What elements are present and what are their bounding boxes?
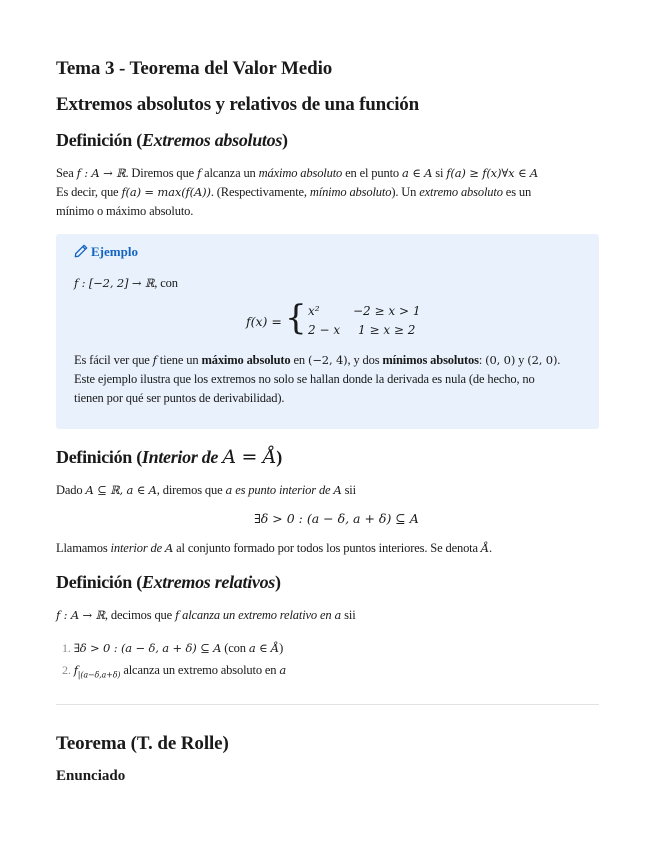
math-inline: A: [333, 483, 342, 497]
emphasis: interior de: [110, 541, 165, 555]
text: alcanza un: [201, 166, 259, 180]
paragraph-line: [56, 183, 531, 202]
example-line: [74, 351, 560, 370]
example-line: tienen por qué ser puntos de derivabilidad).: [74, 391, 285, 405]
emphasis: alcanza un extremo relativo en: [179, 608, 335, 622]
section-heading: Extremos absolutos y relativos de una función: [56, 94, 419, 115]
math-inline: f : A → ℝ: [76, 166, 126, 180]
left-brace: {: [285, 298, 307, 338]
text: :: [478, 353, 486, 367]
math-inline: f: [152, 353, 157, 367]
definition-heading-relative-extremes: Definición (Extremos relativos): [56, 572, 281, 592]
emphasis: mínimo absoluto: [309, 185, 392, 199]
math-inline: f: [73, 663, 78, 677]
list-item: [62, 639, 283, 658]
text: Es fácil ver que: [74, 353, 153, 367]
theorem-subheading: Enunciado: [56, 768, 126, 784]
text: tiene un: [156, 353, 202, 367]
text: ). Un: [391, 185, 420, 199]
text: , decimos que: [104, 608, 176, 622]
text: (con: [221, 641, 249, 655]
text: en el punto: [342, 166, 402, 180]
math-inline: f : [−2, 2] → ℝ: [74, 276, 155, 290]
math-subscript: |(a−δ,a+δ): [77, 670, 121, 680]
math-inline: a: [279, 663, 287, 677]
math-inline: (2, 0): [527, 353, 558, 367]
math-inline: A ⊆ ℝ, a ∈ A: [85, 483, 157, 497]
text: Es decir, que: [56, 185, 122, 199]
paragraph-line: mínimo o máximo absoluto.: [56, 204, 194, 218]
list-number: 1.: [62, 641, 71, 655]
math-inline: Å: [480, 541, 490, 555]
math-inline: A = Å: [222, 446, 277, 468]
definition-topic: Extremos absolutos: [141, 130, 283, 150]
math-inline: f: [196, 166, 202, 180]
text: si: [432, 166, 447, 180]
math-inline: ∃δ > 0 : (a − δ, a + δ) ⊆ A: [73, 641, 222, 655]
example-line: [74, 274, 178, 293]
definition-heading-absolute-extremes: Definición (Extremos absolutos): [56, 130, 288, 150]
text: Sea: [56, 166, 77, 180]
case-1-expression: x²: [308, 304, 320, 318]
text: ): [279, 641, 284, 655]
text: .: [557, 353, 561, 367]
case-2-condition: 1 ≥ x ≥ 2: [358, 323, 416, 337]
text: y: [515, 353, 528, 367]
paragraph-line: [56, 164, 538, 183]
display-formula: ∃δ > 0 : (a − δ, a + δ) ⊆ A: [254, 511, 419, 526]
strong-text: máximo absoluto: [201, 353, 291, 367]
text: Dado: [56, 483, 86, 497]
definition-topic: Interior de: [141, 447, 219, 467]
text: en: [290, 353, 308, 367]
horizontal-rule: [56, 704, 599, 705]
math-inline: A: [165, 541, 174, 555]
math-inline: (0, 0): [485, 353, 516, 367]
text: .: [489, 541, 493, 555]
list-item: [62, 661, 286, 685]
text: alcanza un extremo absoluto en: [120, 663, 280, 677]
text: Llamamos: [56, 541, 111, 555]
text: sii: [341, 483, 356, 497]
text: , diremos que: [156, 483, 226, 497]
document-title: Tema 3 - Teorema del Valor Medio: [56, 58, 333, 79]
text: , con: [154, 276, 178, 290]
math-inline: a ∈ A: [402, 166, 433, 180]
example-line: Este ejemplo ilustra que los extremos no solo se hallan donde la derivada es nula (de hecho, no: [74, 372, 535, 386]
text: al conjunto formado por todos los puntos interiores. Se denota: [173, 541, 481, 555]
example-label-text: Ejemplo: [91, 244, 138, 259]
definition-word: Definición: [56, 572, 132, 592]
paragraph-line: [56, 606, 356, 625]
paragraph-line: [56, 539, 492, 558]
math-inline: f(a) ≥ f(x)∀x ∈ A: [446, 166, 539, 180]
math-inline: a: [334, 608, 342, 622]
text: es un: [502, 185, 532, 199]
theorem-heading: Teorema (T. de Rolle): [56, 733, 229, 754]
definition-word: Definición: [56, 447, 132, 467]
text: . Diremos que: [125, 166, 197, 180]
definition-topic: Extremos relativos: [141, 572, 276, 592]
text: . (Respectivamente,: [210, 185, 310, 199]
text: sii: [341, 608, 356, 622]
text: , y dos: [347, 353, 383, 367]
math-inline: f(a) = max(f(A)): [121, 185, 211, 199]
math-inline: (−2, 4): [307, 353, 348, 367]
emphasis: extremo absoluto: [419, 185, 503, 199]
math-inline: a: [225, 483, 233, 497]
math-display: f(x) =: [246, 314, 282, 329]
definition-heading-interior: Definición (Interior de A = Å): [56, 446, 282, 468]
example-label: [74, 244, 138, 260]
case-2-expression: 2 − x: [308, 323, 341, 337]
piecewise-formula-lhs: [246, 313, 282, 331]
math-inline: a ∈ Å: [248, 641, 280, 655]
strong-text: mínimos absolutos: [382, 353, 479, 367]
math-inline: f : A → ℝ: [56, 608, 105, 622]
math-inline: f: [175, 608, 180, 622]
paragraph-line: [56, 481, 356, 500]
pencil-icon: [74, 244, 88, 258]
emphasis: máximo absoluto: [258, 166, 343, 180]
emphasis: es punto interior de: [232, 483, 334, 497]
case-1-condition: −2 ≥ x > 1: [353, 304, 421, 318]
definition-word: Definición: [56, 130, 132, 150]
list-number: 2.: [62, 663, 71, 677]
